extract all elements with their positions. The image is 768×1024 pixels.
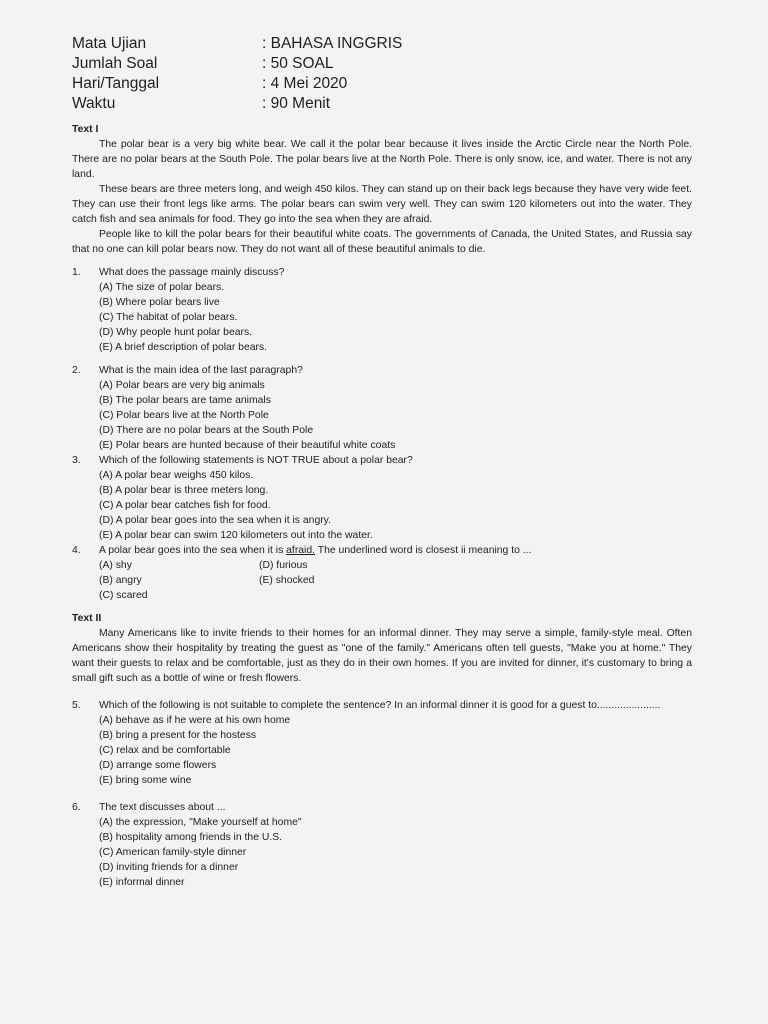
answer-option: (D) furious bbox=[259, 560, 308, 571]
answer-option: (D) arrange some flowers bbox=[99, 760, 217, 771]
header-value: : 4 Mei 2020 bbox=[262, 75, 348, 92]
answer-option: (A) A polar bear weighs 450 kilos. bbox=[99, 470, 254, 481]
reading-paragraph: Many Americans like to invite friends to their homes for an informal dinner. They may serve a simple, family-style meal. Often Americans show their hospitality by treating the guest as "one of the family." Americans often tell guests, "Make you at home." They want their guests to relax and be comfortable, just as they do in their own homes. If you are invited for dinner, it's customary to bring a small gift such as a bottle of wine or fresh flowers. bbox=[72, 628, 692, 684]
question-text-part: The underlined word is closest ii meaning to ... bbox=[315, 545, 532, 556]
section-title: Text I bbox=[72, 124, 99, 135]
question-2 bbox=[72, 363, 692, 378]
answer-options-grid bbox=[99, 558, 692, 603]
question-4 bbox=[72, 543, 692, 558]
answer-option: (C) relax and be comfortable bbox=[99, 745, 231, 756]
header-label: Waktu bbox=[72, 95, 116, 112]
question-text-part: A polar bear goes into the sea when it is bbox=[99, 545, 287, 556]
header-row bbox=[72, 54, 472, 74]
reading-paragraph: These bears are three meters long, and weigh 450 kilos. They can stand up on their back legs because they have very wide feet. They can use their front legs like arms. The polar bears can swim very well. They can swim 120 kilometers out into the water. They catch fish and sea animals for food. They go into the sea when they are afraid. bbox=[72, 184, 692, 225]
answer-option: (A) The size of polar bears. bbox=[99, 282, 225, 293]
answer-option: (A) behave as if he were at his own home bbox=[99, 715, 291, 726]
answer-option: (A) the expression, "Make yourself at home" bbox=[99, 817, 302, 828]
question-number: 2. bbox=[72, 365, 81, 376]
header-row bbox=[72, 74, 472, 94]
question-number: 3. bbox=[72, 455, 81, 466]
question-text: Which of the following is not suitable to complete the sentence? In an informal dinner it is good for a guest to...................... bbox=[99, 700, 661, 711]
header-value: : 90 Menit bbox=[262, 95, 331, 112]
answer-option: (E) bring some wine bbox=[99, 775, 192, 786]
question-text: What does the passage mainly discuss? bbox=[99, 267, 285, 278]
answer-option: (B) The polar bears are tame animals bbox=[99, 395, 271, 406]
answer-option: (D) inviting friends for a dinner bbox=[99, 862, 239, 873]
question-text: Which of the following statements is NOT TRUE about a polar bear? bbox=[99, 455, 413, 466]
question-number: 1. bbox=[72, 267, 81, 278]
answer-option: (A) shy bbox=[99, 560, 132, 571]
reading-paragraph: People like to kill the polar bears for their beautiful white coats. The governments of Canada, the United States, and Russia say that no one can kill polar bears now. They do not want all of these beautiful animals to die. bbox=[72, 229, 692, 255]
answer-option: (E) A polar bear can swim 120 kilometers out into the water. bbox=[99, 530, 373, 541]
answer-option: (C) scared bbox=[99, 590, 148, 601]
exam-body bbox=[72, 122, 692, 890]
answer-option: (D) A polar bear goes into the sea when it is angry. bbox=[99, 515, 331, 526]
section-title: Text II bbox=[72, 613, 102, 624]
question-number: 5. bbox=[72, 700, 81, 711]
question-6 bbox=[72, 800, 692, 815]
answer-option: (B) angry bbox=[99, 575, 142, 586]
answer-option: (D) There are no polar bears at the South Pole bbox=[99, 425, 314, 436]
header-label: Jumlah Soal bbox=[72, 55, 158, 72]
question-number: 4. bbox=[72, 545, 81, 556]
answer-option: (B) bring a present for the hostess bbox=[99, 730, 257, 741]
answer-option: (E) informal dinner bbox=[99, 877, 185, 888]
underlined-word: afraid. bbox=[286, 545, 316, 556]
question-5 bbox=[72, 698, 692, 713]
answer-option: (C) Polar bears live at the North Pole bbox=[99, 410, 269, 421]
question-1 bbox=[72, 265, 692, 280]
question-number: 6. bbox=[72, 802, 81, 813]
question-text: What is the main idea of the last paragraph? bbox=[99, 365, 303, 376]
answer-option: (B) Where polar bears live bbox=[99, 297, 220, 308]
header-value: : 50 SOAL bbox=[262, 55, 334, 72]
header-row bbox=[72, 34, 472, 54]
reading-paragraph: The polar bear is a very big white bear. We call it the polar bear because it lives inside the Arctic Circle near the North Pole. There are no polar bears at the South Pole. The polar bears live at the North Pole. There is only snow, ice, and water. There is not any land. bbox=[72, 139, 692, 180]
answer-option: (C) The habitat of polar bears. bbox=[99, 312, 238, 323]
header-label: Hari/Tanggal bbox=[72, 75, 160, 92]
answer-option: (B) A polar bear is three meters long. bbox=[99, 485, 269, 496]
header-row bbox=[72, 94, 472, 114]
answer-option: (C) American family-style dinner bbox=[99, 847, 247, 858]
answer-option: (A) Polar bears are very big animals bbox=[99, 380, 265, 391]
answer-option: (E) A brief description of polar bears. bbox=[99, 342, 268, 353]
answer-option: (E) shocked bbox=[259, 575, 315, 586]
exam-header bbox=[72, 34, 472, 114]
question-text: The text discusses about ... bbox=[99, 802, 226, 813]
question-3 bbox=[72, 453, 692, 468]
header-label: Mata Ujian bbox=[72, 35, 147, 52]
answer-option: (E) Polar bears are hunted because of their beautiful white coats bbox=[99, 440, 396, 451]
answer-option: (B) hospitality among friends in the U.S. bbox=[99, 832, 283, 843]
header-value: : BAHASA INGGRIS bbox=[262, 35, 403, 52]
answer-option: (C) A polar bear catches fish for food. bbox=[99, 500, 271, 511]
question-text bbox=[99, 543, 692, 558]
answer-option: (D) Why people hunt polar bears. bbox=[99, 327, 253, 338]
